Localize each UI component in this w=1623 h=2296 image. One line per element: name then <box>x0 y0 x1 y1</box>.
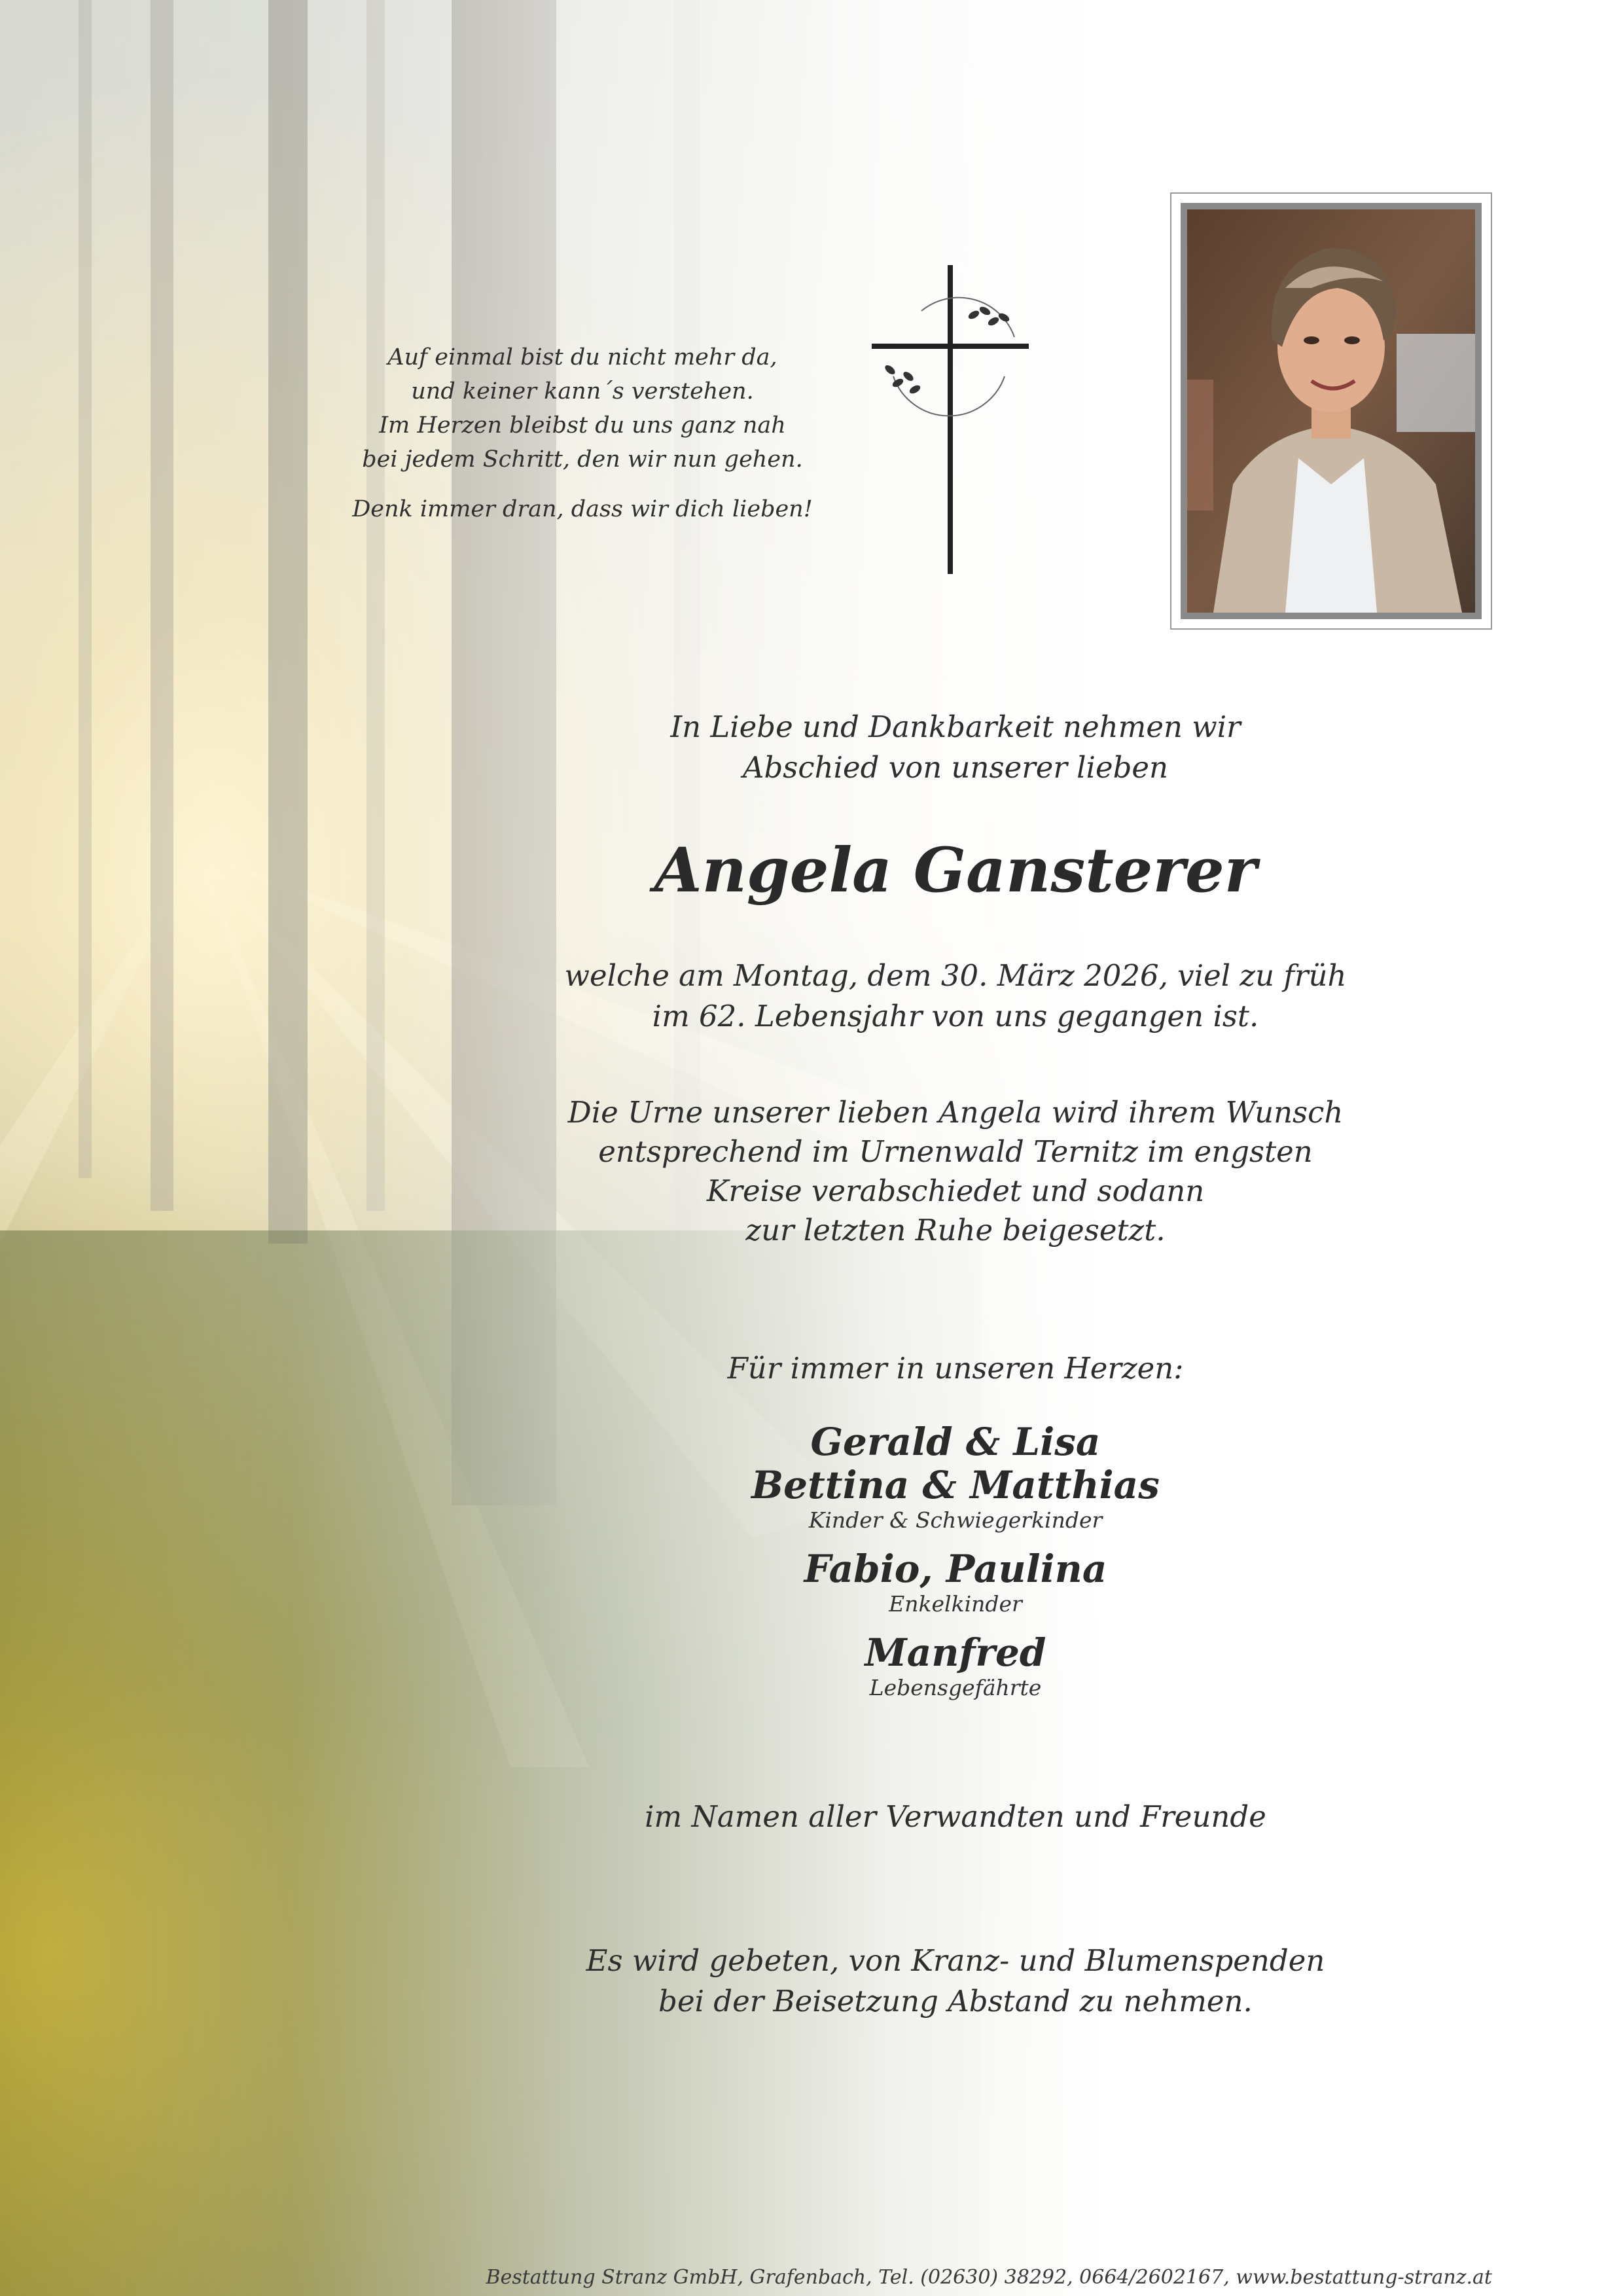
family-relation: Kinder & Schwiegerkinder <box>808 1507 1103 1533</box>
urn-line: entsprechend im Urnenwald Ternitz im engsten <box>598 1134 1313 1169</box>
forever-heading: Für immer in unseren Herzen: <box>727 1351 1184 1386</box>
family-names: Bettina & Matthias <box>751 1463 1160 1507</box>
donation-request <box>524 1941 1387 2022</box>
urn-line: Kreise verabschiedet und sodann <box>706 1174 1205 1208</box>
poem-line: Im Herzen bleibst du uns ganz nah <box>379 412 786 439</box>
urn-burial-info <box>524 1093 1387 1250</box>
deceased-name: Angela Gansterer <box>654 834 1257 906</box>
family-relation: Lebensgefährte <box>869 1675 1042 1700</box>
intro-line: Abschied von unserer lieben <box>743 750 1168 785</box>
urn-line: Die Urne unserer lieben Angela wird ihrem Wunsch <box>567 1095 1344 1130</box>
poem-line: bei jedem Schritt, den wir nun gehen. <box>362 446 803 473</box>
poem-closing: Denk immer dran, dass wir dich lieben! <box>352 496 813 522</box>
request-line: Es wird gebeten, von Kranz- und Blumenspenden <box>586 1943 1325 1978</box>
cross-with-leaves-icon <box>864 259 1041 586</box>
family-names: Manfred <box>865 1630 1046 1675</box>
family-names: Fabio, Paulina <box>804 1547 1107 1591</box>
family-names: Gerald & Lisa <box>810 1420 1101 1464</box>
family-group <box>524 1547 1387 1618</box>
family-list <box>524 1420 1387 1715</box>
portrait-photo <box>1181 203 1482 619</box>
urn-line: zur letzten Ruhe beigesetzt. <box>745 1213 1166 1247</box>
poem-line: Auf einmal bist du nicht mehr da, <box>387 344 777 370</box>
request-line: bei der Beisetzung Abstand zu nehmen. <box>658 1984 1253 2018</box>
intro-text <box>524 707 1387 788</box>
funeral-home-footer: Bestattung Stranz GmbH, Grafenbach, Tel. (02630) 38292, 0664/2602167, www.bestattung-stranz.at <box>486 2266 1492 2289</box>
poem <box>249 340 916 526</box>
poem-line: und keiner kann´s verstehen. <box>411 378 754 404</box>
death-line: im 62. Lebensjahr von uns gegangen ist. <box>652 999 1259 1033</box>
intro-line: In Liebe und Dankbarkeit nehmen wir <box>670 709 1241 744</box>
relatives-line: im Namen aller Verwandten und Freunde <box>645 1799 1266 1834</box>
portrait-photo-frame <box>1170 192 1492 630</box>
family-group <box>524 1631 1387 1702</box>
family-relation: Enkelkinder <box>889 1591 1022 1617</box>
death-info <box>524 956 1387 1037</box>
family-group <box>524 1420 1387 1534</box>
death-line: welche am Montag, dem 30. März 2026, viel zu früh <box>564 958 1347 993</box>
